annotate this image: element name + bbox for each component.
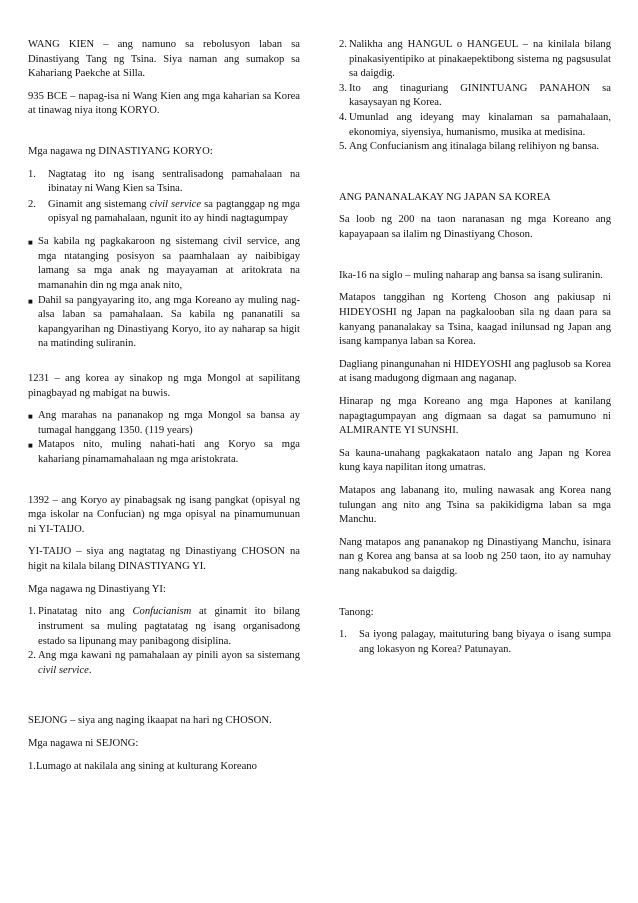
square-bullet-icon: ■ (28, 238, 33, 248)
question-list (339, 628, 611, 657)
sejong-achievements-list-continued (339, 38, 611, 155)
manchu-war-paragraph: Matapos ang labanang ito, muling nawasak ang Korea nang tulungan ang nito ang Tsina sa pakikidigma laban sa mga Manchu. (339, 485, 611, 526)
list-item: ■ Ang marahas na pananakop ng mga Mongol sa bansa ay tumagal hanggang 1350. (119 years) (28, 410, 300, 436)
list-item: 2. Nalikha ang HANGUL o HANGEUL – na kinilala bilang pinakasiyentipiko at pinakaepektibong sistema ng pagsusulat sa daigdig. (339, 39, 611, 80)
admiral-yi-paragraph: Hinarap ng mga Koreano ang mga Hapones at kanilang napagtagumpayan ang digmaan sa dagat sa pamumuno ni ALMIRANTE YI SUNSHI. (339, 395, 611, 437)
list-item: 1. Pinatatag nito ang Confucianism at ginamit ito bilang instrument sa muling pagtatatag ng isang organisadong estado sa lipunang may panibagong disiplina. (28, 606, 300, 647)
list-item: ■ Dahil sa pangyayaring ito, ang mga Koreano ay muling nag-alsa laban sa pamahalaan. Sa kabila ng pananatili sa kapangyarihan ng Dinastiyang Koryo, ito ay naharap sa higit na matinding suliranin. (28, 294, 300, 350)
list-item: 1. Nagtatag ito ng isang sentralisadong pamahalaan na ibinatay ni Wang Kien sa Tsina. (28, 168, 300, 195)
koryo-bullet-list (28, 235, 300, 352)
year-1231-paragraph: 1231 – ang korea ay sinakop ng mga Mongol at sapilitang pinagbayad ng mabigat na buwis. (28, 372, 300, 399)
koryo-achievements-list (28, 168, 300, 227)
square-bullet-icon: ■ (28, 296, 33, 306)
list-item: ■ Matapos nito, muling nahati-hati ang Koryo sa mga kahariang pinamamahalaan ng mga aristokrata. (28, 439, 300, 466)
sejong-item-1: 1.Lumago at nakilala ang sining at kulturang Koreano (28, 760, 257, 772)
japan-invasion-heading: ANG PANANALAKAY NG JAPAN SA KOREA (339, 191, 551, 203)
16th-century-paragraph: Ika-16 na siglo – muling naharap ang bansa sa isang suliranin. (339, 269, 603, 281)
isolation-paragraph: Nang matapos ang pananakop ng Dinastiyang Manchu, isinara nan g Korea ang bansa at sa loob ng 250 taon, ito ay namuhay nang nakabukod sa daigdig. (339, 536, 611, 578)
left-column (28, 38, 300, 782)
wang-kien-paragraph: WANG KIEN – ang namuno sa rebolusyon laban sa Dinastiyang Tang ng Tsina. Siya naman ang sumakop sa Kahariang Paekche at Silla. (28, 39, 300, 80)
year-1392-paragraph: 1392 – ang Koryo ay pinabagsak ng isang pangkat (opisyal ng mga iskolar na Confucian) ng mga opisyal na pinamumunuan ni YI-TAIJO. (28, 494, 300, 535)
list-item: 3. Ito ang tinaguriang GININTUANG PANAHON sa kasaysayan ng Korea. (339, 82, 611, 109)
year-935-paragraph: 935 BCE – napag-isa ni Wang Kien ang mga kaharian sa Korea at tinawag niya itong KORYO. (28, 90, 300, 117)
question-heading: Tanong: (339, 606, 374, 618)
yi-taijo-paragraph: YI-TAIJO – siya ang nagtatag ng Dinastiyang CHOSON na higit na kilala bilang DINASTIYANG YI. (28, 546, 300, 573)
square-bullet-icon: ■ (28, 412, 33, 422)
koryo-achievements-heading: Mga nagawa ng DINASTIYANG KORYO: (28, 146, 213, 158)
list-item: ■ Sa kabila ng pagkakaroon ng sistemang civil service, ang mga ntatanging posisyon sa paamhalaan ay naibibigay lamang sa mga anak ng mayayaman at aritokrata na mamanahin din ng mga anak nito, (28, 236, 300, 291)
list-item: 4. Umunlad ang ideyang may kinalaman sa pamahalaan, ekonomiya, siyensiya, humanismo, musika at medisina. (339, 112, 611, 138)
list-item: 2. Ginamit ang sistemang civil service sa pagtanggap ng mga opisyal ng pamahalaan, ngunit ito ay hindi nagtagumpay (28, 198, 300, 225)
hideyoshi-request-paragraph: Matapos tanggihan ng Korteng Choson ang pakiusap ni HIDEYOSHI ng Japan na pagkalooban sila ng daan para sa kanyang pananalakay sa Tsina, kaagad inilunsad ng Japan ang isang kampanya laban sa Korea. (339, 292, 611, 348)
square-bullet-icon: ■ (28, 441, 33, 451)
sejong-paragraph: SEJONG – siya ang naging ikaapat na hari ng CHOSON. (28, 715, 272, 727)
right-column (339, 38, 611, 666)
list-item: 2. Ang mga kawani ng pamahalaan ay pinili ayon sa sistemang civil service. (28, 650, 300, 676)
peace-200-years-paragraph: Sa loob ng 200 na taon naranasan ng mga Koreano ang kapayapaan sa ilalim ng Dinastiyang Choson. (339, 214, 611, 241)
sejong-achievements-heading: Mga nagawa ni SEJONG: (28, 737, 139, 749)
japan-retreat-paragraph: Sa kauna-unahang pagkakataon natalo ang Japan ng Korea kung kaya napilitan itong umatras. (339, 447, 611, 474)
list-item: 1. Sa iyong palagay, maituturing bang biyaya o isang sumpa ang lokasyon ng Korea? Patunayan. (339, 629, 611, 655)
mongol-bullet-list (28, 409, 300, 467)
list-item: 5. Ang Confucianism ang itinalaga bilang relihiyon ng bansa. (339, 141, 600, 153)
hideyoshi-attack-paragraph: Dagliang pinangunahan ni HIDEYOSHI ang paglusob sa Korea at isang madugong digmaan ang naganap. (339, 358, 611, 385)
yi-achievements-list (28, 605, 300, 678)
yi-achievements-heading: Mga nagawa ng Dinastiyang YI: (28, 583, 166, 595)
